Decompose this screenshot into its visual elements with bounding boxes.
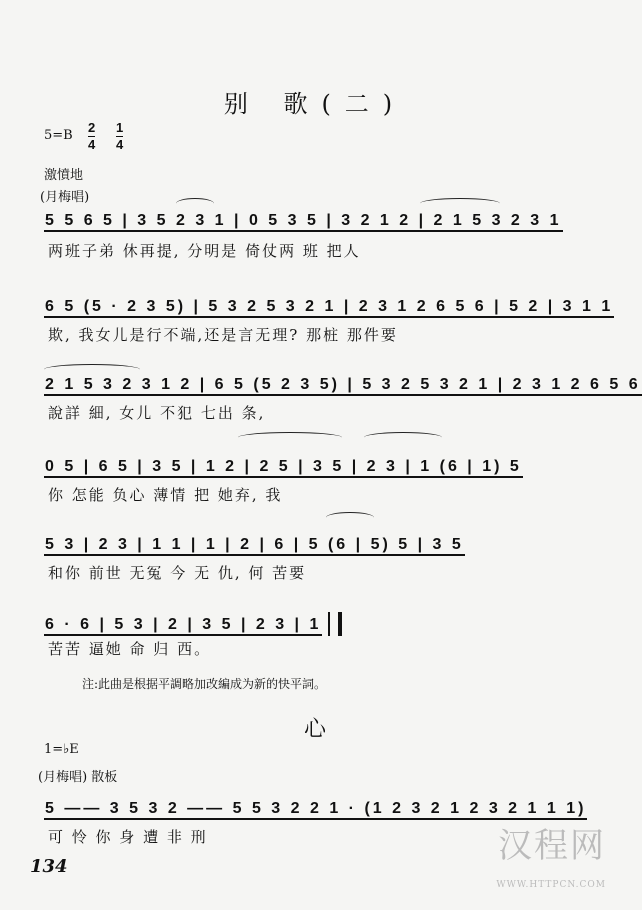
staff-line-2: 6 5 (5 · 2 3 5) | 5 3 2 5 3 2 1 | 2 3 1 2 6 5 6 | 5 2 | 3 1 1: [44, 286, 514, 318]
watermark-url: WWW.HTTPCN.COM: [496, 880, 606, 890]
slur: [238, 432, 342, 443]
slur: [420, 198, 500, 209]
singer-label: (月梅唱): [40, 190, 90, 205]
slur: [326, 512, 374, 523]
section-key-signature: 1=♭E: [44, 742, 79, 757]
final-barline: [328, 612, 342, 636]
slur: [44, 364, 140, 375]
page-number: 134: [30, 856, 68, 877]
section-lyric-line: 可 怜 你 身 遭 非 刑: [48, 828, 208, 846]
section-singer-label: (月梅唱) 散板: [38, 770, 118, 785]
staff-line-4: 0 5 | 6 5 | 3 5 | 1 2 | 2 5 | 3 5 | 2 3 | 1 (6 | 1) 5: [44, 446, 514, 478]
section-title: 心: [303, 717, 326, 742]
lyric-line-5: 和你 前世 无冤 今 无 仇, 何 苦要: [48, 564, 307, 582]
section-staff-line: 5 —— 3 5 3 2 —— 5 5 3 2 2 1 · (1 2 3 2 1 2 3 2 1 1 1): [44, 788, 514, 820]
time-signature-2-4: $\frac{2}{4}$: [88, 120, 96, 152]
lyric-line-2: 欺, 我女儿是行不端,还是言无理? 那桩 那件要: [48, 326, 398, 344]
key-signature: 5=B: [44, 128, 73, 143]
lyric-line-3: 說詳 細, 女儿 不犯 七出 条,: [48, 404, 266, 422]
staff-line-1: 5 5 6 5 | 3 5 2 3 1 | 0 5 3 5 | 3 2 1 2 | 2 1 5 3 2 3 1: [44, 200, 514, 232]
lyric-line-1: 两班子弟 休再提, 分明是 倚仗两 班 把人: [48, 242, 361, 260]
slur: [176, 198, 214, 209]
song-title: 别 歌(二): [223, 90, 407, 118]
slur: [364, 432, 442, 443]
staff-line-5: 5 3 | 2 3 | 1 1 | 1 | 2 | 6 | 5 (6 | 5) 5 | 3 5: [44, 524, 514, 556]
footnote: 注:此曲是根据平調略加改編成为新的快平詞。: [82, 677, 327, 691]
staff-line-3: 2 1 5 3 2 3 1 2 | 6 5 (5 2 3 5) | 5 3 2 5 3 2 1 | 2 3 1 2 6 5 6: [44, 364, 514, 396]
watermark-logo: 汉程网: [498, 826, 606, 866]
tempo-marking: 激憤地: [44, 168, 84, 183]
lyric-line-4: 你 怎能 负心 薄情 把 她弃, 我: [48, 486, 283, 504]
time-signature-1-4: $\frac{1}{4}$: [116, 120, 124, 152]
lyric-line-6: 苦苦 逼她 命 归 西。: [48, 640, 212, 658]
staff-line-6: 6 · 6 | 5 3 | 2 | 3 5 | 2 3 | 1: [44, 604, 514, 636]
